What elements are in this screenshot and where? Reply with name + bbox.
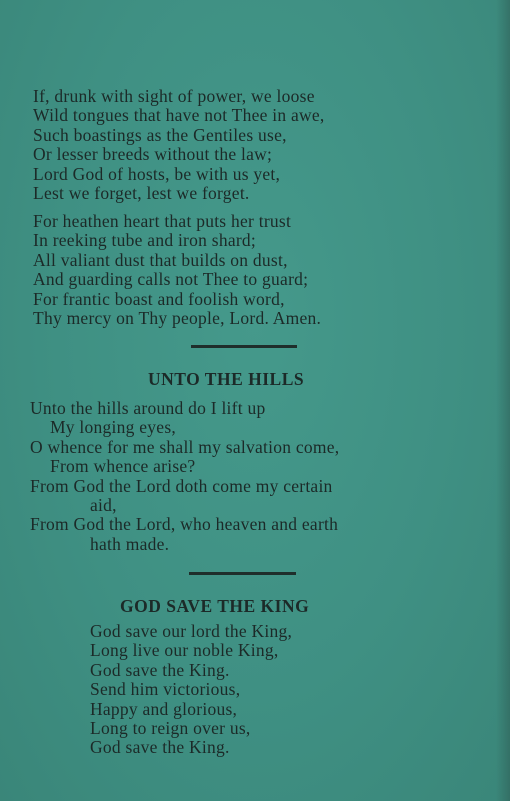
verse-line: hath made.: [90, 533, 170, 554]
verse-line: God save the King.: [90, 659, 230, 680]
section-divider: [189, 572, 296, 575]
verse-line: aid,: [90, 495, 117, 516]
verse-line: My longing eyes,: [50, 417, 177, 438]
verse-line: Lest we forget, lest we forget.: [33, 183, 250, 204]
verse-line: From whence arise?: [50, 456, 196, 477]
verse-line: In reeking tube and iron shard;: [33, 230, 257, 251]
verse-line: O whence for me shall my salvation come,: [30, 436, 340, 457]
section-divider: [191, 345, 297, 348]
hymn-stanza-2: [33, 212, 321, 328]
verse-line: Wild tongues that have not Thee in awe,: [33, 105, 325, 126]
hymn-title-god-save-the-king: GOD SAVE THE KING: [120, 596, 310, 616]
verse-line: For heathen heart that puts her trust: [33, 211, 292, 231]
verse-line: God save our lord the King,: [90, 621, 293, 641]
verse-line: God save the King.: [90, 737, 230, 758]
verse-line: For frantic boast and foolish word,: [33, 288, 285, 309]
hymn-unto-the-hills: [30, 399, 339, 554]
verse-line: From God the Lord doth come my certain: [30, 475, 333, 496]
verse-line: Send him victorious,: [90, 679, 241, 700]
verse-line: Or lesser breeds without the law;: [33, 144, 273, 165]
hymn-stanza-1: [33, 87, 325, 203]
verse-line: Long live our noble King,: [90, 640, 279, 661]
verse-line: Thy mercy on Thy people, Lord. Amen.: [33, 308, 322, 329]
verse-line: From God the Lord, who heaven and earth: [30, 514, 339, 535]
page-edge-shadow: [496, 0, 510, 801]
hymn-title-unto-the-hills: UNTO THE HILLS: [148, 369, 305, 389]
verse-line: Such boastings as the Gentiles use,: [33, 124, 287, 145]
verse-line: And guarding calls not Thee to guard;: [33, 269, 309, 290]
hymn-god-save-the-king: [90, 622, 292, 758]
verse-line: If, drunk with sight of power, we loose: [33, 86, 315, 106]
verse-line: Lord God of hosts, be with us yet,: [33, 163, 281, 184]
verse-line: All valiant dust that builds on dust,: [33, 249, 288, 270]
verse-line: Happy and glorious,: [90, 698, 238, 719]
verse-line: Long to reign over us,: [90, 718, 251, 739]
verse-line: Unto the hills around do I lift up: [30, 398, 266, 418]
